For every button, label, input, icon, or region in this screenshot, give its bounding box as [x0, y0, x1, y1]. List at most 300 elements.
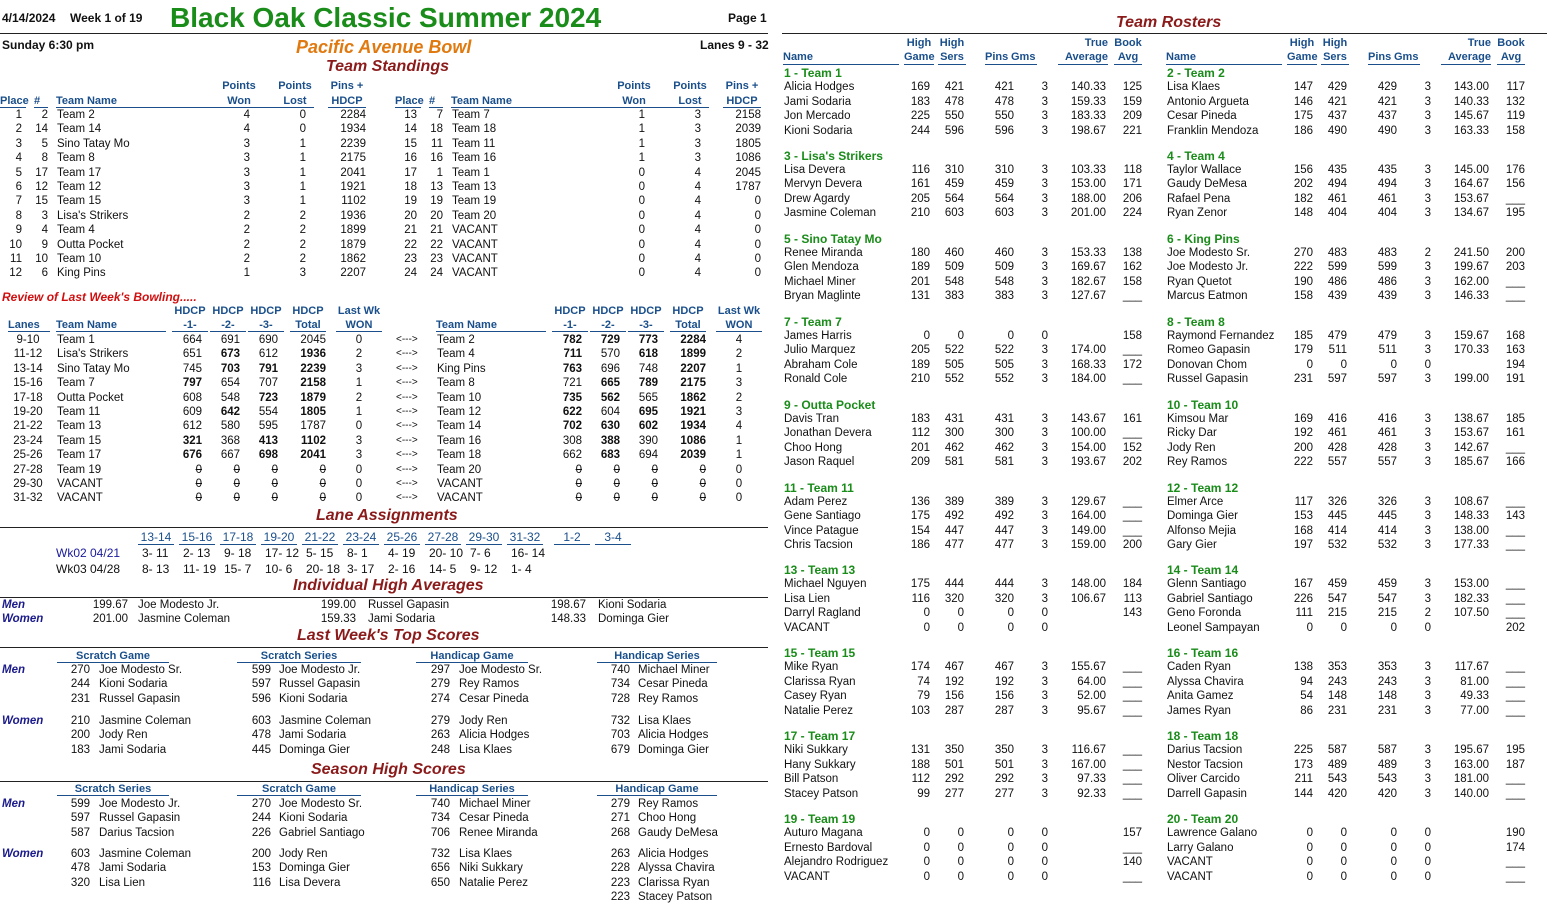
- review-won: 0: [735, 492, 743, 505]
- roster-header: Game: [1287, 51, 1318, 63]
- review-game-score: 388: [600, 434, 620, 447]
- roster-book-average: 140: [1122, 856, 1142, 869]
- roster-high-series: 156: [944, 690, 964, 703]
- top-score-value: 223: [610, 876, 630, 889]
- roster-high-series: 479: [1327, 329, 1347, 342]
- roster-pins: 603: [994, 207, 1014, 220]
- roster-header: Pins: [985, 51, 1011, 65]
- roster-book-average: 224: [1122, 207, 1142, 220]
- review-title: Review of Last Week's Bowling.....: [2, 290, 197, 304]
- standings-points-lost: 4: [694, 267, 701, 280]
- review-game-score: 0: [613, 463, 620, 476]
- roster-games: 3: [1041, 163, 1048, 176]
- roster-high-series: 404: [1327, 207, 1347, 220]
- standings-points-won: 3: [243, 166, 250, 179]
- standings-points-won: 3: [243, 152, 250, 165]
- review-header: Last Wk: [717, 305, 761, 317]
- lane-assignment: 8- 13: [142, 561, 170, 576]
- roster-high-game: 0: [1306, 841, 1313, 854]
- review-won: 0: [355, 334, 363, 346]
- top-score-bowler: Renee Miranda: [459, 826, 538, 839]
- roster-high-series: 0: [1340, 870, 1347, 883]
- review-header: Total: [670, 319, 706, 332]
- review-game-score: 413: [258, 434, 278, 447]
- top-score-value: 679: [610, 743, 630, 756]
- review-lanes: 9-10: [16, 334, 40, 346]
- standings-points-lost: 4: [694, 195, 701, 208]
- review-won: 0: [355, 420, 363, 433]
- roster-book-average: ___: [1122, 495, 1142, 508]
- roster-high-game: 179: [1293, 344, 1313, 357]
- roster-player-name: Darrell Gapasin: [1167, 787, 1247, 800]
- standings-header: Lost: [276, 95, 314, 108]
- top-score-bowler: Kioni Sodaria: [99, 678, 168, 691]
- standings-points-lost: 2: [299, 209, 306, 222]
- top-score-bowler: Joe Modesto Sr.: [459, 664, 543, 676]
- roster-book-average: ___: [1505, 607, 1525, 620]
- roster-player-name: Hany Sukkary: [784, 758, 856, 771]
- standings-points-won: 4: [243, 123, 250, 136]
- top-score-bowler: Kioni Sodaria: [279, 692, 348, 705]
- standings-points-lost: 3: [694, 123, 701, 136]
- roster-high-game: 0: [1306, 827, 1313, 840]
- lane-assignment: 9- 18: [224, 546, 252, 560]
- roster-pins: 350: [994, 744, 1014, 757]
- standings-team-name: Team 13: [452, 181, 497, 193]
- roster-games: 3: [1041, 358, 1048, 371]
- review-header: WON: [716, 319, 762, 332]
- top-score-value: 226: [251, 826, 271, 839]
- score-category-header: Handicap Series: [416, 783, 528, 796]
- score-category-header: Scratch Series: [237, 650, 361, 663]
- roster-high-series: 501: [944, 758, 964, 771]
- review-game-score: 2239: [300, 362, 326, 375]
- top-score-bowler: Stacey Patson: [638, 891, 713, 904]
- review-won: 0: [355, 492, 363, 505]
- review-game-score: 694: [638, 449, 658, 462]
- standings-team-number: 14: [35, 123, 48, 136]
- roster-true-average: 198.67: [1070, 124, 1106, 137]
- standings-place: 23: [404, 253, 417, 265]
- roster-header: Gms: [1394, 51, 1419, 63]
- standings-points-lost: 4: [694, 224, 701, 237]
- review-team-name: Team 13: [57, 420, 102, 433]
- roster-games: 0: [1424, 856, 1431, 869]
- roster-book-average: ___: [1505, 856, 1525, 869]
- top-score-bowler: Jody Ren: [279, 848, 328, 860]
- review-team-name: Team 16: [437, 434, 482, 447]
- roster-high-series: 414: [1327, 524, 1347, 537]
- review-vs-arrow: <--->: [396, 362, 418, 374]
- standings-header: Points: [222, 80, 256, 92]
- roster-games: 3: [1041, 261, 1048, 274]
- roster-high-game: 0: [1306, 856, 1313, 869]
- lane-pair-header: 25-26: [384, 530, 420, 545]
- roster-book-average: 166: [1505, 456, 1525, 469]
- roster-true-average: 97.33: [1077, 773, 1106, 786]
- review-game-score: 0: [195, 463, 202, 476]
- standings-points-won: 1: [638, 109, 645, 121]
- roster-pins: 420: [1377, 787, 1397, 800]
- roster-book-average: ___: [1505, 441, 1525, 454]
- roster-high-series: 350: [944, 744, 964, 757]
- review-game-score: 604: [600, 406, 620, 418]
- top-score-value: 597: [70, 812, 90, 825]
- roster-book-average: 163: [1505, 344, 1525, 357]
- standings-points-won: 1: [638, 152, 645, 165]
- roster-high-game: 201: [910, 275, 930, 288]
- roster-games: 0: [1424, 827, 1431, 840]
- review-game-score: 580: [220, 420, 240, 433]
- top-score-value: 263: [610, 848, 630, 860]
- roster-pins: 597: [1377, 373, 1397, 386]
- roster-high-series: 326: [1327, 495, 1347, 508]
- roster-player-name: Bill Patson: [784, 773, 839, 786]
- lane-pair-header: 31-32: [507, 530, 543, 545]
- review-game-score: 570: [600, 348, 620, 361]
- roster-player-name: Russel Gapasin: [1167, 373, 1249, 386]
- standings-place: 13: [404, 109, 417, 121]
- roster-player-name: Joe Modesto Sr.: [1167, 246, 1251, 259]
- roster-player-name: Ryan Quetot: [1167, 275, 1232, 288]
- roster-games: 3: [1424, 773, 1431, 786]
- review-game-score: 1102: [301, 434, 326, 447]
- roster-high-game: 156: [1293, 163, 1313, 176]
- roster-high-game: 144: [1293, 787, 1313, 800]
- roster-true-average: 143.67: [1070, 412, 1106, 425]
- roster-high-game: 0: [923, 841, 930, 854]
- roster-high-game: 222: [1293, 261, 1313, 274]
- roster-high-game: 185: [1293, 329, 1313, 342]
- roster-true-average: 116.67: [1071, 744, 1106, 757]
- top-score-value: 650: [430, 876, 450, 889]
- roster-high-series: 287: [944, 704, 964, 717]
- roster-games: 3: [1041, 95, 1048, 108]
- review-header: -2-: [210, 319, 246, 332]
- roster-high-game: 116: [911, 592, 930, 605]
- roster-pins: 0: [1007, 856, 1014, 869]
- roster-games: 0: [1041, 329, 1048, 342]
- roster-games: 0: [1041, 827, 1048, 840]
- top-score-bowler: Jami Sodaria: [99, 862, 167, 875]
- roster-player-name: Jonathan Devera: [784, 427, 872, 440]
- lanes-range: Lanes 9 - 32: [700, 38, 769, 52]
- roster-high-series: 148: [1327, 690, 1347, 703]
- roster-player-name: Abraham Cole: [784, 358, 858, 371]
- roster-true-average: 153.33: [1070, 246, 1106, 259]
- roster-games: 3: [1041, 441, 1048, 454]
- roster-player-name: Ernesto Bardoval: [784, 841, 873, 854]
- roster-header: True: [1084, 37, 1108, 49]
- roster-games: 3: [1424, 524, 1431, 537]
- roster-true-average: 146.33: [1453, 290, 1489, 303]
- roster-player-name: Rafael Pena: [1167, 192, 1231, 205]
- roster-games: 3: [1424, 539, 1431, 551]
- roster-high-series: 444: [944, 578, 964, 591]
- roster-high-series: 494: [1327, 178, 1347, 191]
- standings-points-won: 0: [638, 224, 645, 237]
- roster-high-game: 225: [1293, 744, 1313, 757]
- roster-true-average: 106.67: [1070, 592, 1106, 605]
- roster-pins: 287: [994, 704, 1014, 717]
- roster-book-average: 152: [1122, 441, 1142, 454]
- standings-pins-hdcp: 1805: [735, 137, 761, 150]
- roster-games: 3: [1424, 329, 1431, 342]
- review-lanes: 15-16: [13, 377, 43, 390]
- standings-pins-hdcp: 0: [754, 267, 761, 280]
- roster-header: Sers: [938, 51, 966, 65]
- roster-high-game: 112: [911, 427, 930, 440]
- standings-team-number: 9: [41, 238, 48, 251]
- roster-high-series: 459: [1327, 578, 1347, 591]
- roster-pins: 148: [1377, 690, 1397, 703]
- high-average-name: Jami Sodaria: [368, 613, 436, 626]
- roster-true-average: 81.00: [1460, 675, 1489, 688]
- standings-team-name: Team 11: [452, 137, 496, 150]
- standings-team-name: Team 7: [452, 109, 490, 121]
- roster-true-average: 49.33: [1460, 690, 1489, 703]
- standings-place: 3: [15, 137, 22, 150]
- roster-high-series: 509: [944, 261, 964, 274]
- roster-book-average: 143: [1505, 510, 1525, 522]
- top-score-value: 740: [610, 664, 630, 676]
- roster-games: 3: [1041, 373, 1048, 386]
- roster-player-name: Taylor Wallace: [1167, 163, 1242, 176]
- standings-header: Lost: [671, 95, 709, 108]
- standings-place: 16: [404, 152, 417, 165]
- roster-high-series: 522: [944, 344, 964, 357]
- standings-pins-hdcp: 1102: [341, 195, 366, 208]
- roster-high-game: 0: [923, 329, 930, 342]
- roster-pins: 0: [1390, 870, 1397, 883]
- roster-high-series: 459: [944, 178, 964, 191]
- roster-high-game: 54: [1300, 690, 1313, 703]
- roster-high-game: 79: [917, 690, 930, 703]
- roster-true-average: 92.33: [1077, 787, 1106, 800]
- top-score-bowler: Jasmine Coleman: [99, 715, 192, 727]
- roster-high-series: 460: [944, 246, 964, 259]
- roster-player-name: Mike Ryan: [784, 661, 839, 674]
- top-score-value: 228: [610, 862, 630, 875]
- top-score-value: 248: [430, 743, 450, 756]
- standings-points-won: 1: [638, 137, 645, 150]
- roster-high-series: 389: [944, 495, 964, 508]
- standings-team-name: VACANT: [452, 267, 498, 280]
- roster-true-average: 142.67: [1453, 441, 1489, 454]
- review-won: 4: [735, 334, 743, 346]
- high-average-name: Dominga Gier: [598, 613, 669, 626]
- lane-pair-header: 15-16: [179, 530, 215, 545]
- standings-points-won: 1: [638, 123, 645, 136]
- roster-high-game: 186: [910, 539, 930, 551]
- roster-player-name: Glen Mendoza: [784, 261, 859, 274]
- roster-pins: 564: [994, 192, 1014, 205]
- review-game-score: 662: [562, 449, 582, 462]
- roster-games: 0: [1424, 870, 1431, 883]
- roster-high-series: 490: [1327, 124, 1347, 137]
- top-score-value: 200: [251, 848, 271, 860]
- review-won: 2: [735, 391, 743, 404]
- top-score-value: 603: [251, 715, 271, 727]
- roster-header: High: [1289, 37, 1315, 49]
- top-score-value: 274: [430, 692, 450, 705]
- review-game-score: 609: [182, 406, 202, 418]
- roster-book-average: 132: [1505, 95, 1525, 108]
- roster-high-series: 0: [1340, 621, 1347, 634]
- review-vs-arrow: <--->: [396, 478, 418, 489]
- roster-games: 3: [1041, 592, 1048, 605]
- review-game-score: 665: [600, 377, 620, 390]
- roster-player-name: Oliver Carcido: [1167, 773, 1240, 786]
- roster-header: Book: [1114, 37, 1142, 49]
- top-score-value: 599: [70, 798, 90, 810]
- standings-points-won: 4: [243, 109, 250, 121]
- top-score-bowler: Cesar Pineda: [459, 812, 529, 825]
- roster-high-game: 0: [923, 870, 930, 883]
- roster-true-average: 138.67: [1453, 412, 1489, 425]
- roster-high-game: 94: [1300, 675, 1313, 688]
- roster-player-name: Jody Ren: [1167, 441, 1216, 454]
- review-game-score: 654: [220, 377, 240, 390]
- roster-pins: 0: [1390, 827, 1397, 840]
- standings-team-number: 5: [41, 137, 48, 150]
- standings-team-name: Team 4: [57, 224, 95, 237]
- roster-header: Sers: [1321, 51, 1349, 65]
- roster-book-average: 158: [1122, 329, 1142, 342]
- review-header: HDCP: [212, 305, 244, 317]
- roster-true-average: 107.50: [1453, 607, 1489, 620]
- lane-pair-header: 29-30: [466, 530, 502, 545]
- standings-pins-hdcp: 1936: [340, 209, 366, 222]
- roster-true-average: 154.00: [1070, 441, 1106, 454]
- roster-book-average: ___: [1505, 592, 1525, 605]
- review-won: 1: [735, 449, 743, 462]
- roster-team-name: 6 - King Pins: [1167, 231, 1240, 246]
- roster-high-series: 428: [1327, 441, 1347, 454]
- top-score-bowler: Lisa Klaes: [459, 743, 513, 756]
- roster-player-name: VACANT: [784, 870, 830, 883]
- roster-high-game: 183: [910, 412, 930, 425]
- review-game-score: 0: [319, 478, 326, 490]
- roster-true-average: 169.67: [1070, 261, 1106, 274]
- high-average-value: 199.00: [320, 599, 356, 611]
- roster-player-name: Auturo Magana: [784, 827, 863, 840]
- top-score-value: 270: [70, 664, 90, 676]
- review-lanes: 17-18: [13, 391, 43, 404]
- roster-pins: 461: [1377, 427, 1397, 440]
- roster-high-series: 552: [944, 373, 964, 386]
- review-game-score: 1899: [680, 348, 706, 361]
- standings-team-name: Team 8: [57, 152, 95, 165]
- top-score-bowler: Jody Ren: [99, 729, 148, 742]
- roster-pins: 0: [1007, 621, 1014, 634]
- roster-book-average: 138: [1122, 246, 1142, 259]
- top-score-bowler: Kioni Sodaria: [279, 812, 348, 825]
- review-team-name: Outta Pocket: [57, 391, 124, 404]
- review-game-score: 763: [562, 362, 582, 375]
- roster-header: Average: [1441, 51, 1491, 65]
- roster-high-series: 420: [1327, 787, 1347, 800]
- roster-team-name: 15 - Team 15: [784, 646, 856, 661]
- roster-high-game: 168: [1293, 524, 1313, 537]
- standings-team-name: Team 10: [57, 253, 102, 265]
- review-header: Team Name: [56, 319, 166, 332]
- review-won: 1: [735, 434, 743, 447]
- review-lanes: 13-14: [13, 362, 43, 375]
- standings-points-lost: 4: [694, 253, 701, 265]
- roster-player-name: Gaudy DeMesa: [1167, 178, 1247, 191]
- roster-high-series: 478: [944, 95, 964, 108]
- standings-pins-hdcp: 2284: [340, 109, 366, 121]
- review-won: 1: [355, 377, 363, 390]
- top-score-value: 734: [430, 812, 450, 825]
- roster-high-game: 147: [1293, 81, 1313, 93]
- review-won: 0: [735, 463, 743, 476]
- standings-team-name: Team 19: [452, 195, 497, 208]
- roster-player-name: Darius Tacsion: [1167, 744, 1243, 757]
- roster-true-average: 149.00: [1070, 524, 1106, 537]
- score-category-header: Scratch Game: [237, 783, 361, 796]
- roster-games: 3: [1041, 675, 1048, 688]
- roster-games: 3: [1041, 344, 1048, 357]
- roster-games: 3: [1424, 787, 1431, 800]
- roster-high-series: 483: [1327, 246, 1347, 259]
- review-header: -1-: [172, 319, 208, 332]
- review-game-score: 0: [699, 478, 706, 490]
- roster-player-name: Larry Galano: [1167, 841, 1234, 854]
- roster-player-name: Gary Gier: [1167, 539, 1217, 551]
- review-lanes: 31-32: [13, 492, 43, 505]
- roster-header: Gms: [1011, 51, 1036, 63]
- roster-games: 3: [1424, 704, 1431, 717]
- standings-pins-hdcp: 0: [754, 224, 761, 237]
- roster-pins: 439: [1377, 290, 1397, 303]
- high-average-name: Russel Gapasin: [368, 599, 450, 611]
- roster-games: 3: [1424, 456, 1431, 469]
- roster-high-game: 99: [917, 787, 930, 800]
- review-lanes: 11-12: [13, 348, 43, 361]
- roster-team-name: 19 - Team 19: [784, 812, 856, 827]
- standings-header: Points: [617, 80, 651, 92]
- roster-games: 3: [1041, 758, 1048, 771]
- review-game-score: 1862: [680, 391, 706, 404]
- lane-pair-header: 1-2: [554, 530, 590, 545]
- top-score-value: 297: [430, 664, 450, 676]
- roster-high-series: 0: [957, 827, 964, 840]
- standings-points-lost: 1: [299, 195, 306, 208]
- review-won: 2: [735, 348, 743, 361]
- top-score-value: 231: [70, 692, 90, 705]
- roster-true-average: 174.00: [1070, 344, 1106, 357]
- review-game-score: 745: [182, 362, 202, 375]
- review-header: -1-: [552, 319, 588, 332]
- review-team-name: VACANT: [57, 478, 103, 490]
- roster-player-name: Niki Sukkary: [784, 744, 848, 757]
- top-score-bowler: Jami Sodaria: [279, 729, 347, 742]
- roster-team-name: 5 - Sino Tatay Mo: [784, 231, 882, 246]
- roster-player-name: Kimsou Mar: [1167, 412, 1229, 425]
- review-game-score: 0: [699, 463, 706, 476]
- roster-high-series: 292: [944, 773, 964, 786]
- roster-player-name: Stacey Patson: [784, 787, 859, 800]
- roster-true-average: 153.00: [1070, 178, 1106, 191]
- review-vs-arrow: <--->: [396, 434, 418, 446]
- roster-games: 0: [1041, 856, 1048, 869]
- roster-player-name: Davis Tran: [784, 412, 839, 425]
- roster-player-name: Alfonso Mejia: [1167, 524, 1237, 537]
- top-score-bowler: Niki Sukkary: [459, 862, 523, 875]
- roster-pins: 0: [1007, 827, 1014, 840]
